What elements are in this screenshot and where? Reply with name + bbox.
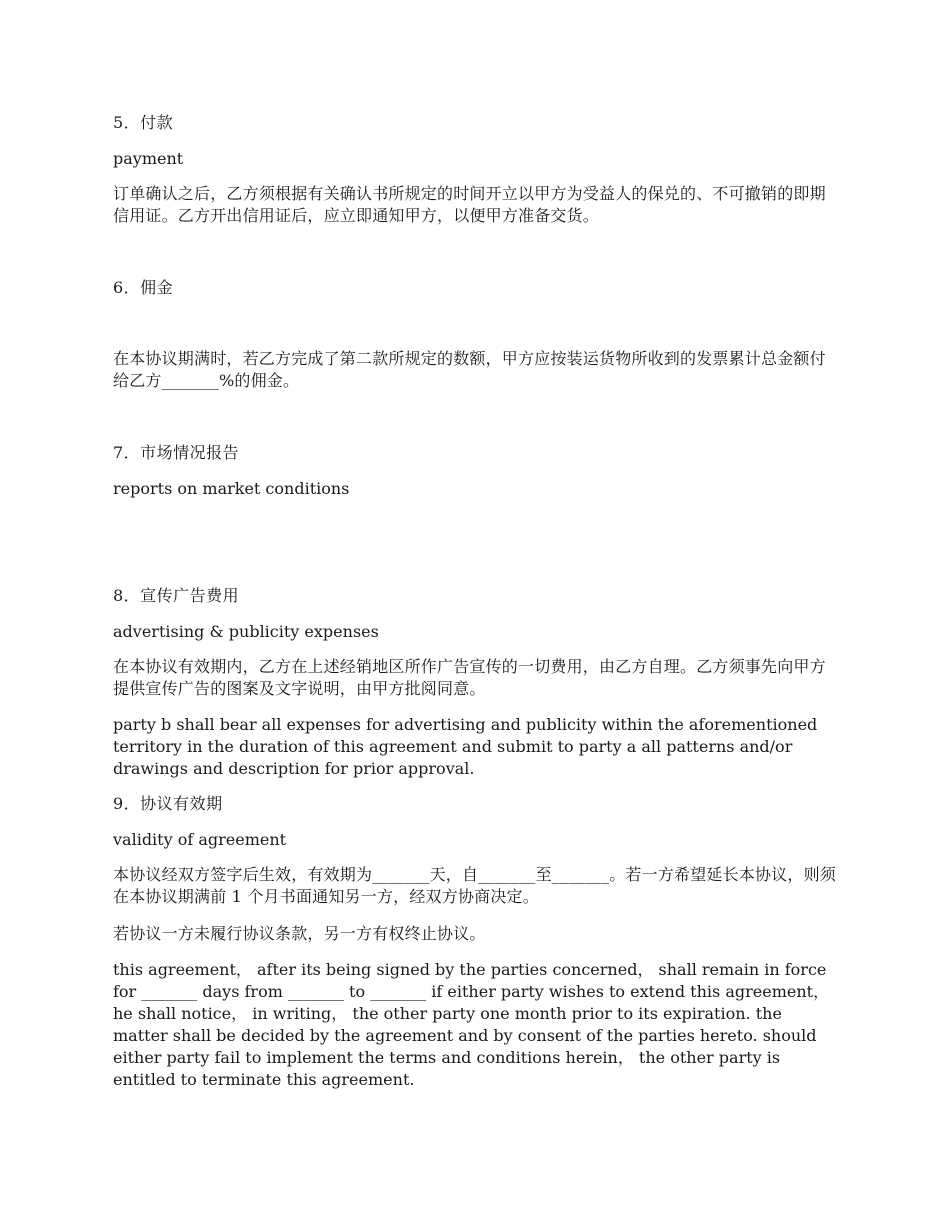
section-5-chinese-text: 订单确认之后，乙方须根据有关确认书所规定的时间开立以甲方为受益人的保兑的、不可撤销的即期信用证。乙方开出信用证后，应立即通知甲方，以便甲方准备交货。	[113, 184, 826, 225]
section-9-english-text: this agreement， after its being signed by the parties concerned， shall remain in force for _______ days from _______ to _______ if either party wishes to extend this agreement， he shall notice， in writing， the other party one month prior to its expiration. the matter shall be decided by the agreement and by consent of the parties hereto. should either party fail to implement the terms and conditions herein， the other party is entitled to terminate this agreement.	[113, 960, 830, 1089]
section-9-chinese-text-1: 本协议经双方签字后生效，有效期为_______天，自_______至_______。若一方希望延长本协议，则须在本协议期满前 1 个月书面通知另一方，经双方协商决定。	[113, 865, 837, 906]
section-8-english-text: party b shall bear all expenses for advertising and publicity within the aforementioned territory in the duration of this agreement and submit to party a all patterns and/or drawings and description for prior approval.	[113, 715, 818, 778]
section-9-heading: 9．协议有效期	[113, 794, 223, 813]
section-7-english-title: reports on market conditions	[113, 479, 350, 498]
section-5-english-title: payment	[113, 149, 184, 168]
section-8-english-title: advertising & publicity expenses	[113, 622, 379, 641]
section-6-chinese-text: 在本协议期满时，若乙方完成了第二款所规定的数额，甲方应按装运货物所收到的发票累计总金额付给乙方_______%的佣金。	[113, 349, 826, 390]
section-5-heading: 5．付款	[113, 113, 174, 132]
section-8-heading: 8．宣传广告费用	[113, 586, 240, 605]
section-9-chinese-text-2: 若协议一方未履行协议条款，另一方有权终止协议。	[113, 924, 486, 943]
section-9-english-title: validity of agreement	[113, 830, 287, 849]
section-8-chinese-text: 在本协议有效期内，乙方在上述经销地区所作广告宣传的一切费用，由乙方自理。乙方须事先向甲方提供宣传广告的图案及文字说明，由甲方批阅同意。	[113, 657, 826, 698]
section-6-heading: 6．佣金	[113, 278, 174, 297]
section-7-heading: 7．市场情况报告	[113, 443, 240, 462]
